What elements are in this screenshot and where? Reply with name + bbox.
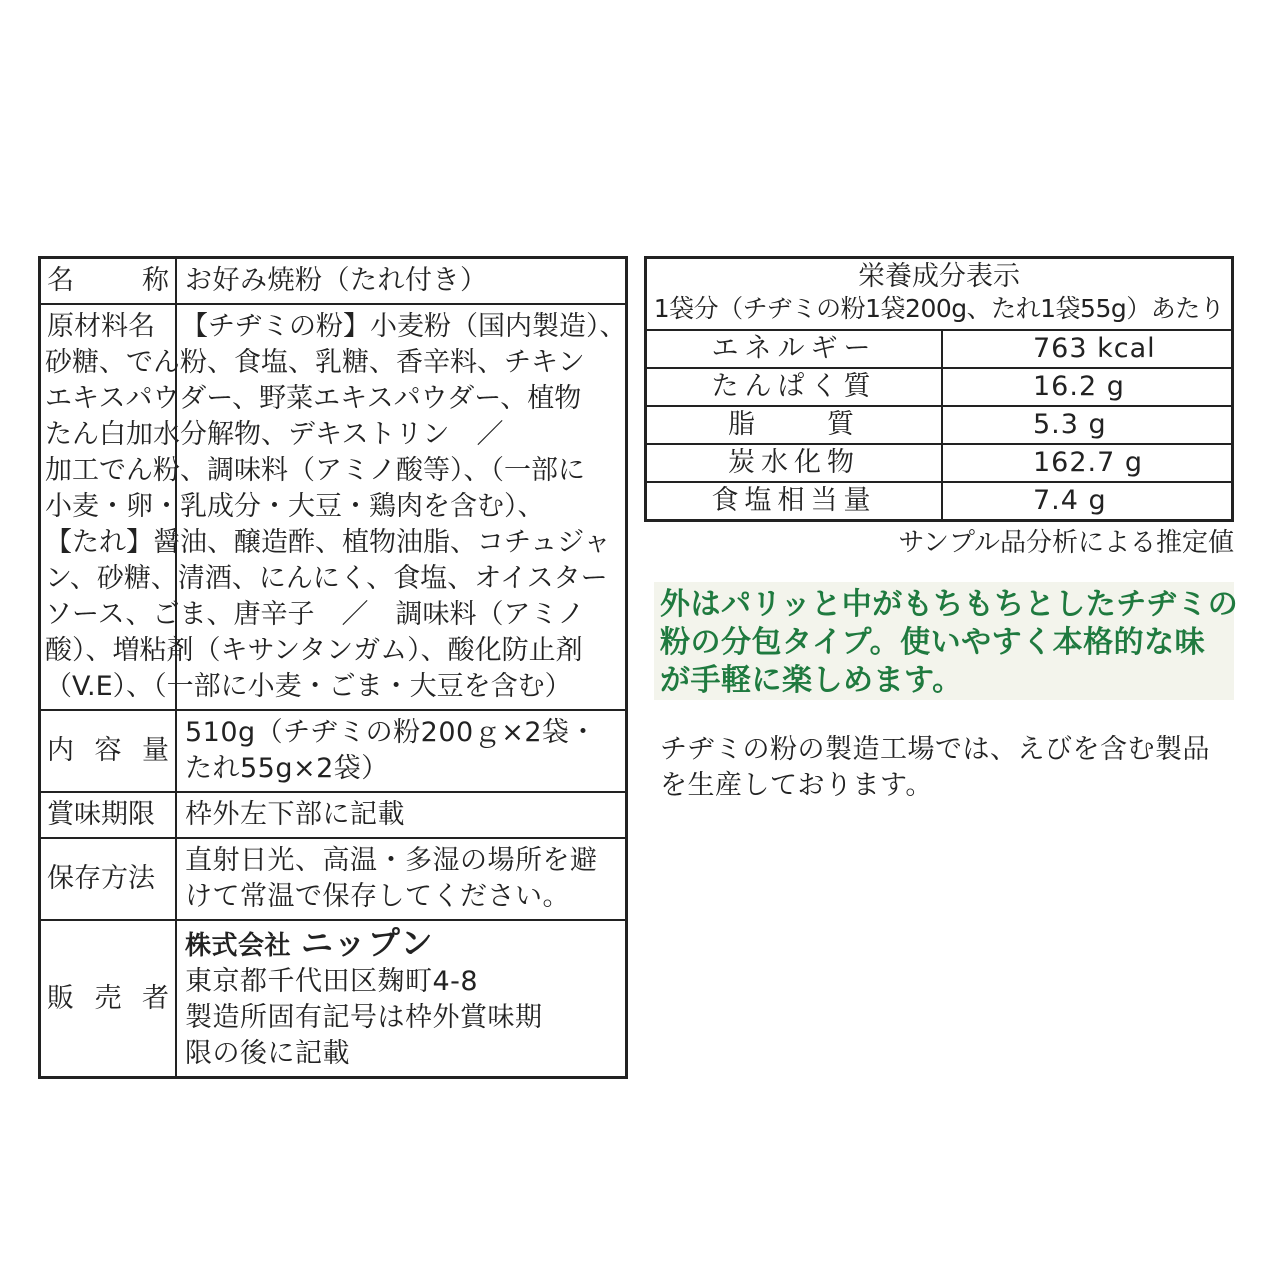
nutrition-header — [647, 259, 1231, 331]
ingredients-row — [41, 303, 625, 709]
ingredients-line: 【たれ】醤油、醸造酢、植物油脂、コチュジャ — [45, 527, 611, 558]
nutrient-value: 5.3 g — [1033, 409, 1107, 440]
ingredients-line: 砂糖、でん粉、食塩、乳糖、香辛料、チキン — [45, 347, 585, 378]
company-prefix: 株式会社 — [185, 931, 292, 961]
best-before-label: 賞味期限 — [41, 793, 177, 837]
tagline-line: 粉の分包タイプ。使いやすく本格的な味 — [660, 625, 1206, 660]
allergen-note — [660, 732, 1260, 804]
nutrition-table — [644, 256, 1234, 522]
name-value: お好み焼粉（たれ付き） — [185, 265, 488, 296]
nutrient-name: 脂 質 — [647, 407, 943, 443]
nutrient-name: 食塩相当量 — [647, 483, 943, 519]
allergen-line: チヂミの粉の製造工場では、えびを含む製品 — [660, 734, 1210, 765]
nutrition-row — [647, 443, 1231, 481]
nutrition-note: サンプル品分析による推定値 — [898, 528, 1234, 558]
product-info-table — [38, 256, 628, 1079]
ingredients-line: ン、砂糖、清酒、にんにく、食塩、オイスター — [45, 563, 608, 594]
tagline-line: が手軽に楽しめます。 — [660, 663, 963, 698]
nutrient-value: 162.7 g — [1033, 447, 1144, 478]
best-before-value: 枠外左下部に記載 — [185, 799, 405, 830]
ingredients-line: 小麦・卵・乳成分・大豆・鶏肉を含む）、 — [45, 491, 545, 522]
name-row — [41, 259, 625, 303]
ingredients-line: エキスパウダー、野菜エキスパウダー、植物 — [45, 383, 582, 414]
best-before-row — [41, 791, 625, 837]
contents-label: 内 容 量 — [41, 711, 177, 791]
ingredients-label: 原材料名 — [41, 305, 177, 709]
nutrition-row — [647, 367, 1231, 405]
ingredients-line: 酸）、増粘剤（キサンタンガム）、酸化防止剤 — [45, 635, 583, 666]
storage-label: 保存方法 — [41, 839, 177, 919]
nutrient-value: 7.4 g — [1033, 485, 1107, 516]
seller-row — [41, 919, 625, 1076]
nutrition-rows — [647, 331, 1231, 519]
nutrition-basis: 1袋分（チヂミの粉1袋200g、たれ1袋55g）あたり — [653, 294, 1225, 323]
nutrition-row — [647, 405, 1231, 443]
nutrient-value: 763 kcal — [1033, 333, 1156, 364]
nutrient-name: エネルギー — [647, 331, 943, 367]
seller-value: 株式会社 ニップン 東京都千代田区麹町4-8 製造所固有記号は枠外賞味期 限の後に記載 — [177, 921, 625, 1076]
nutrition-row — [647, 481, 1231, 519]
ingredients-line: ソース、ごま、唐辛子 ／ 調味料（アミノ — [45, 599, 585, 630]
nutrient-name: たんぱく質 — [647, 369, 943, 405]
storage-value: 直射日光、高温・多湿の場所を避 けて常温で保存してください。 — [185, 845, 598, 912]
allergen-line: を生産しております。 — [660, 770, 933, 801]
product-tagline — [654, 582, 1239, 700]
ingredients-line: たん白加水分解物、デキストリン ／ — [45, 419, 504, 450]
tagline-line: 外はパリッと中がもちもちとしたチヂミの — [660, 587, 1239, 622]
contents-row — [41, 709, 625, 791]
ingredients-line: 【チヂミの粉】小麦粉（国内製造）、 — [181, 311, 627, 342]
seller-label: 販 売 者 — [41, 921, 177, 1076]
seller-company — [185, 925, 617, 964]
name-label: 名 称 — [41, 259, 177, 303]
company-brand-logo: ニップン — [301, 924, 435, 962]
nutrient-value: 16.2 g — [1033, 371, 1125, 402]
storage-row — [41, 837, 625, 919]
nutrition-row — [647, 331, 1231, 367]
nutrition-title: 栄養成分表示 — [858, 261, 1020, 292]
ingredients-line: （V.E）、（一部に小麦・ごま・大豆を含む） — [45, 671, 572, 702]
contents-value: 510g（チヂミの粉200ｇ×2袋・ たれ55g×2袋） — [185, 717, 598, 784]
ingredients-line: 加工でん粉、調味料（アミノ酸等）、（一部に — [45, 455, 585, 486]
nutrient-name: 炭水化物 — [647, 445, 943, 481]
